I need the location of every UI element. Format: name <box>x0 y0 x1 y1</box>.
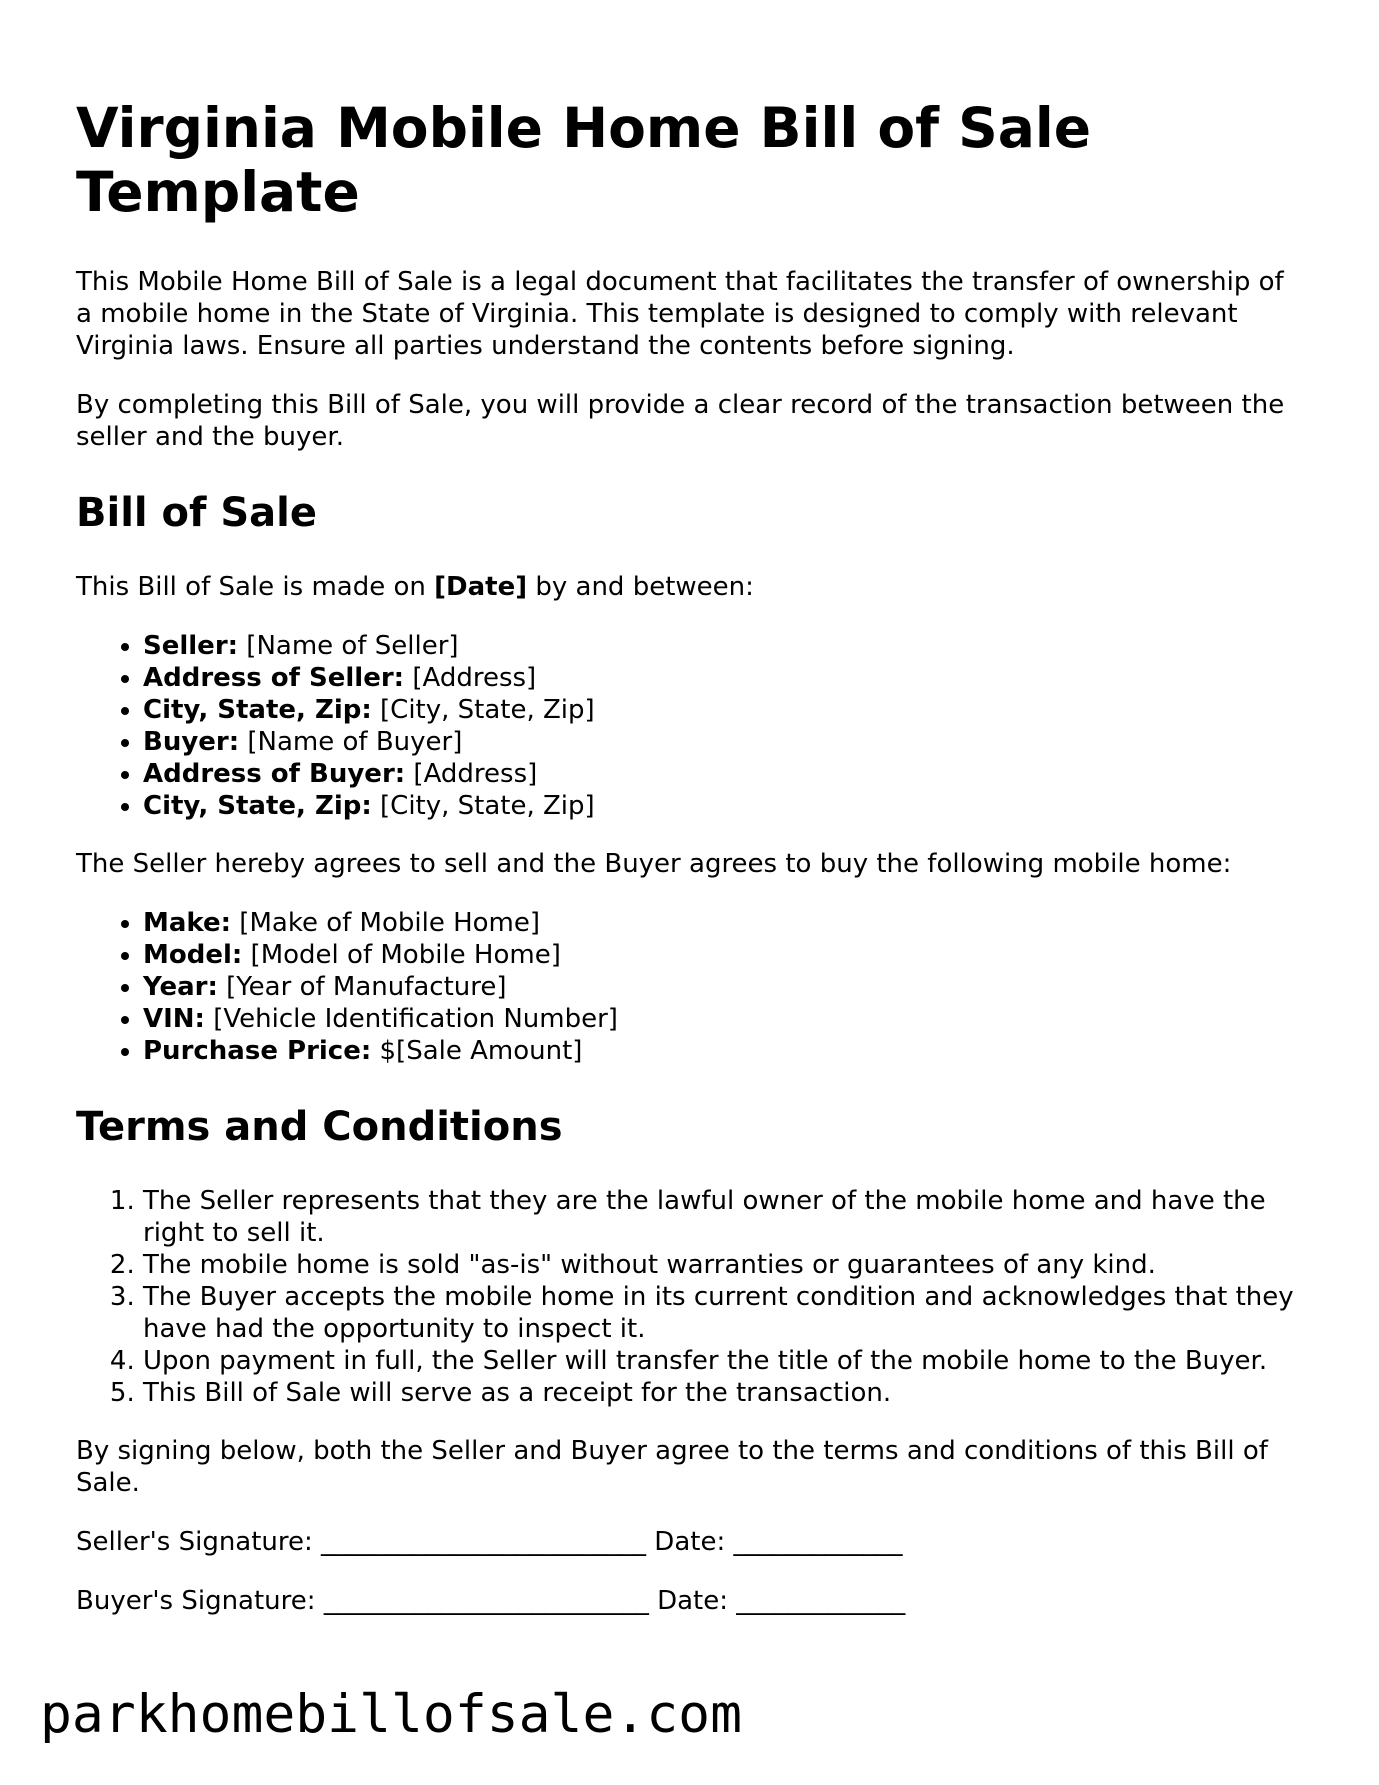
document-page <box>76 96 1306 1644</box>
detail-value: [Make of Mobile Home] <box>231 908 541 938</box>
made-on-sentence <box>76 571 1306 603</box>
seller-date-field[interactable]: _____________ <box>733 1527 903 1557</box>
list-item: 2. The mobile home is sold "as-is" without warranties or guarantees of any kind. <box>143 1249 1306 1281</box>
detail-label: VIN: <box>143 1004 205 1034</box>
party-value: [Name of Seller] <box>238 631 459 661</box>
list-item: 5. This Bill of Sale will serve as a receipt for the transaction. <box>143 1377 1306 1409</box>
detail-label: Make: <box>143 908 232 938</box>
party-value: [Address] <box>404 663 537 693</box>
party-label: Buyer: <box>143 727 240 757</box>
list-item <box>143 630 1306 662</box>
list-item <box>143 726 1306 758</box>
list-item <box>143 694 1306 726</box>
detail-value: [Vehicle Identification Number] <box>204 1004 618 1034</box>
intro-paragraph-1: This Mobile Home Bill of Sale is a legal document that facilitates the transfer of ownership of a mobile home in the State of Virginia. This template is designed to comply with relevant Virginia laws. Ensure all parties understand the contents before signing. <box>76 267 1284 361</box>
list-item <box>143 1003 1306 1035</box>
party-value: [City, State, Zip] <box>371 791 595 821</box>
party-value: [Address] <box>405 759 538 789</box>
list-item: 3. The Buyer accepts the mobile home in its current condition and acknowledges that they have had the opportunity to inspect it. <box>143 1281 1306 1345</box>
party-value: [Name of Buyer] <box>239 727 463 757</box>
party-label: City, State, Zip: <box>143 791 372 821</box>
buyer-date-field[interactable]: _____________ <box>736 1586 906 1616</box>
party-label: Address of Seller: <box>143 663 405 693</box>
detail-value: [Year of Manufacture] <box>217 972 507 1002</box>
closing-text: By signing below, both the Seller and Buyer agree to the terms and conditions of this Bill of Sale. <box>76 1436 1268 1498</box>
seller-signature-field[interactable]: _________________________ <box>321 1527 647 1557</box>
seller-signature-label: Seller's Signature: <box>76 1527 322 1557</box>
detail-value: [Model of Mobile Home] <box>242 940 561 970</box>
detail-label: Model: <box>143 940 243 970</box>
seller-signature-row <box>76 1526 1306 1558</box>
list-item <box>143 662 1306 694</box>
buyer-date-label: Date: <box>648 1586 737 1616</box>
buyer-signature-label: Buyer's Signature: <box>76 1586 324 1616</box>
list-item <box>143 907 1306 939</box>
intro-paragraph-2: By completing this Bill of Sale, you will provide a clear record of the transaction between the seller and the buyer. <box>76 390 1285 452</box>
site-watermark: parkhomebillofsale.com <box>40 1684 742 1745</box>
list-item <box>143 1035 1306 1067</box>
page-title: Virginia Mobile Home Bill of Sale Template <box>76 96 1092 224</box>
party-label: City, State, Zip: <box>143 695 372 725</box>
terms-list <box>76 1185 1306 1409</box>
detail-label: Year: <box>143 972 218 1002</box>
terms-heading: Terms and Conditions <box>76 1104 563 1150</box>
party-label: Seller: <box>143 631 239 661</box>
list-item: 4. Upon payment in full, the Seller will transfer the title of the mobile home to the Buyer. <box>143 1345 1306 1377</box>
detail-label: Purchase Price: <box>143 1036 372 1066</box>
party-label: Address of Buyer: <box>143 759 406 789</box>
home-details-list <box>76 907 1306 1067</box>
made-on-date: [Date] <box>434 572 528 602</box>
list-item <box>143 939 1306 971</box>
list-item <box>143 971 1306 1003</box>
list-item: 1. The Seller represents that they are the lawful owner of the mobile home and have the right to sell it. <box>143 1185 1306 1249</box>
buyer-signature-field[interactable]: _________________________ <box>323 1586 649 1616</box>
agreement-text: The Seller hereby agrees to sell and the Buyer agrees to buy the following mobile home: <box>76 849 1232 879</box>
made-on-prefix: This Bill of Sale is made on <box>76 572 435 602</box>
parties-list <box>76 630 1306 822</box>
seller-date-label: Date: <box>646 1527 734 1557</box>
list-item <box>143 790 1306 822</box>
party-value: [City, State, Zip] <box>371 695 595 725</box>
made-on-suffix: by and between: <box>527 572 754 602</box>
buyer-signature-row <box>76 1585 1306 1617</box>
detail-value: $[Sale Amount] <box>371 1036 583 1066</box>
bill-of-sale-heading: Bill of Sale <box>76 490 317 536</box>
list-item <box>143 758 1306 790</box>
